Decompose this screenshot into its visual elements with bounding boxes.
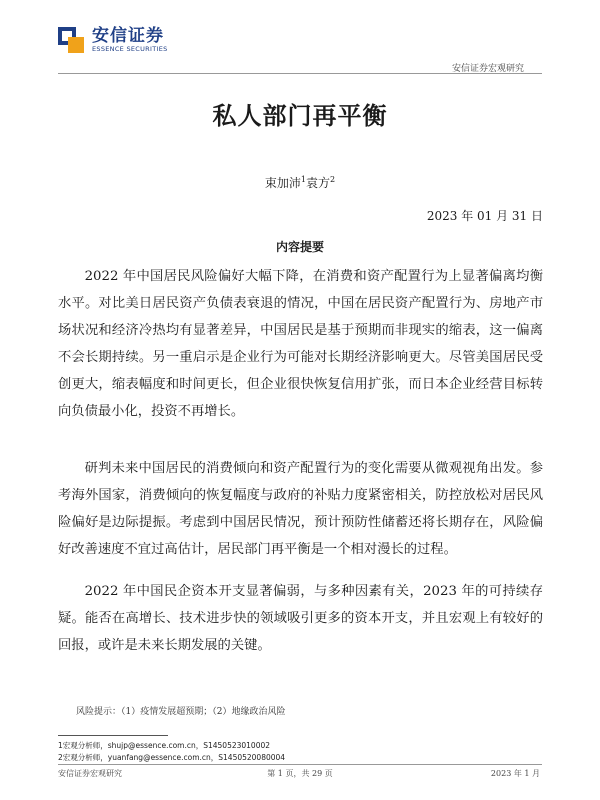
logo-name-cn: 安信证券 (92, 26, 164, 46)
page-title: 私人部门再平衡 (212, 101, 388, 130)
footer-left: 安信证券宏观研究 (58, 769, 122, 778)
author-1-footnote-mark: 1 (300, 175, 306, 184)
authors-line (0, 174, 600, 191)
report-date: 2023 年 01 月 31 日 (426, 209, 543, 223)
author-1: 束加沛 (264, 176, 301, 190)
footnote-2: 2宏观分析师，yuanfang@essence.com.cn，S1450520080004 (58, 753, 286, 762)
summary-heading: 内容提要 (275, 240, 324, 254)
footer-divider (58, 764, 542, 765)
page-number: 第 1 页，共 29 页 (267, 769, 333, 778)
header-label: 安信证券宏观研究 (451, 64, 524, 74)
logo-name-en: ESSENCE SECURITIES (92, 45, 168, 53)
company-logo (58, 25, 168, 55)
header-divider (58, 73, 542, 74)
footnote-divider (58, 735, 168, 736)
author-2-footnote-mark: 2 (330, 175, 336, 184)
summary-paragraph-3: 2022 年中国民企资本开支显著偏弱，与多种因素有关，2023 年的可持续存疑。能否在高增长、技术进步快的领域吸引更多的资本开支，并且宏观上有较好的回报，或许是未来长期发展的关键。 (58, 584, 543, 653)
summary-paragraph-2: 研判未来中国居民的消费倾向和资产配置行为的变化需要从微观视角出发。参考海外国家，消费倾向的恢复幅度与政府的补贴力度紧密相关，防控放松对居民风险偏好是边际提振。考虑到中国居民情况，预计预防性储蓄还将长期存在，风险偏好改善速度不宜过高估计，居民部门再平衡是一个相对漫长的过程。 (58, 461, 543, 557)
footer-right: 2023 年 1 月 (490, 769, 540, 778)
logo-mark-icon (58, 27, 84, 53)
author-2: 袁方 (306, 176, 331, 190)
summary-paragraph-1: 2022 年中国居民风险偏好大幅下降，在消费和资产配置行为上显著偏离均衡水平。对比美日居民资产负债表衰退的情况，中国在居民资产配置行为、房地产市场状况和经济冷热均有显著差异，中国居民是基于预期而非现实的缩表，这一偏离不会长期持续。另一重启示是企业行为可能对长期经济影响更大。尽管美国居民受创更大，缩表幅度和时间更长，但企业很快恢复信用扩张，而日本企业经营目标转向负债最小化，投资不再增长。 (58, 269, 543, 419)
risk-note: 风险提示：（1）疫情发展超预期；（2）地缘政治风险 (76, 707, 286, 717)
footnote-1: 1宏观分析师，shujp@essence.com.cn，S1450523010002 (58, 741, 271, 750)
